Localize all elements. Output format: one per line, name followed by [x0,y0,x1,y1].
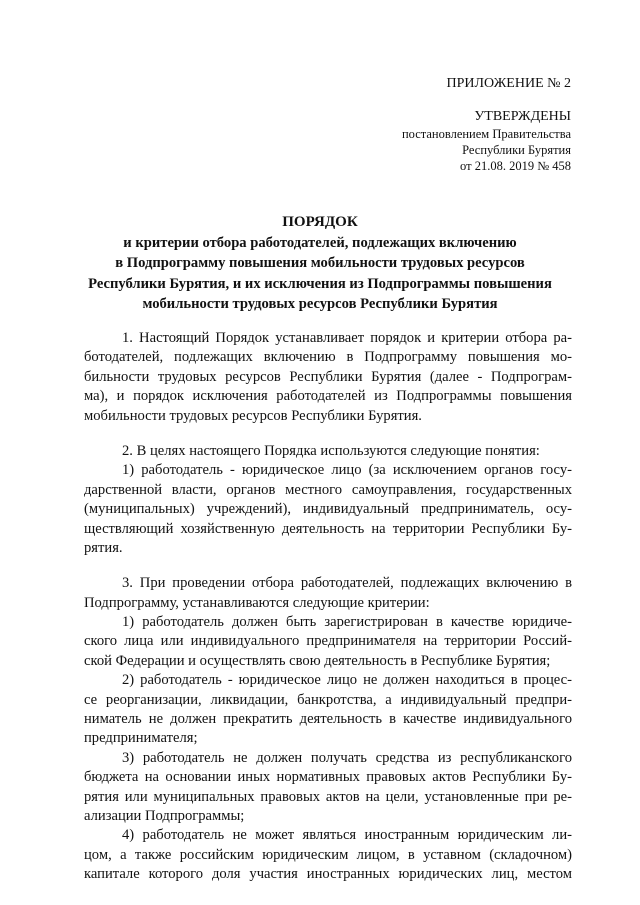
document-title [60,212,580,314]
paragraph-3-line: 3) работодатель не должен получать средства из республиканского [122,749,572,766]
paragraph-3-line: Подпрограмму, устанавливаются следующие критерии: [84,594,430,611]
paragraph-3-line: 1) работодатель должен быть зарегистрирован в качестве юридиче- [122,614,572,631]
paragraph-2-line: 1) работодатель - юридическое лицо (за исключением органов госу- [122,462,572,479]
paragraph-2-line: рятия. [84,539,123,556]
paragraph-3-line: рятия или муниципальных правовых актов на цели, установленные при ре- [84,788,572,805]
paragraph-2-line: 2. В целях настоящего Порядка используются следующие понятия: [122,442,540,459]
paragraph-2-line: дарственной власти, органов местного самоуправления, государственных [84,481,572,498]
title-line: и критерии отбора работодателей, подлежащих включению [123,235,517,251]
paragraph-3-line: 2) работодатель - юридическое лицо не должен находиться в процес- [122,672,572,689]
paragraph-3-line: се реорганизации, ликвидации, банкротства, а индивидуальный предпри- [84,691,572,708]
paragraph-3-line: ского лица или индивидуального предпринимателя на территории Россий- [84,633,572,650]
paragraph-3-line: 4) работодатель не может являться иностранным юридическим ли- [122,827,572,844]
paragraph-3-line: ниматель не должен прекратить деятельность в качестве индивидуального [84,711,572,728]
paragraph-1-line: ботодателей, подлежащих включению в Подпрограмму повышения мо- [84,349,572,366]
paragraph-3-line: 3. При проведении отбора работодателей, подлежащих включению в [122,575,572,592]
title-line: мобильности трудовых ресурсов Республики Бурятия [142,295,498,312]
approved-label: УТВЕРЖДЕНЫ [474,109,571,124]
title-main: ПОРЯДОК [282,214,358,230]
paragraph-3-line: ализации Подпрограммы; [84,807,245,824]
paragraph-3-line: цом, а также российским юридическим лицом, в уставном (складочном) [84,846,572,863]
appendix-label: ПРИЛОЖЕНИЕ № 2 [446,76,571,91]
approved-date-line: от 21.08. 2019 № 458 [460,159,571,173]
document-body [84,329,572,885]
approval-block [402,108,571,174]
paragraph-3-line: капитале которого доля участия иностранных юридических лиц, местом [84,866,572,883]
paragraph-1-line: 1. Настоящий Порядок устанавливает порядок и критерии отбора ра- [122,330,572,346]
paragraph-3-line: предпринимателя; [84,730,198,747]
paragraph-1-line: бильности трудовых ресурсов Республики Бурятия (далее - Подпрограм- [84,368,572,385]
approved-region-line: Республики Бурятия [462,143,571,157]
paragraph-3-line: бюджета на основании иных нормативных правовых актов Республики Бу- [84,769,572,786]
approved-by-line: постановлением Правительства [401,127,571,141]
title-line: Республики Бурятия, и их исключения из Подпрограммы повышения [88,275,552,292]
paragraph-1-line: мобильности трудовых ресурсов Республики Бурятия. [84,407,422,424]
title-line: в Подпрограмму повышения мобильности трудовых ресурсов [115,255,525,272]
paragraph-1-line: ма), и порядок исключения работодателей из Подпрограммы повышения [84,388,572,405]
paragraph-3-line: ской Федерации и осуществлять свою деятельность в Республике Бурятия; [84,652,551,669]
paragraph-2-line: (муниципальных) учреждений), индивидуальный предприниматель, осу- [84,501,572,518]
paragraph-2-line: ществляющий хозяйственную деятельность на территории Республики Бу- [84,520,572,537]
